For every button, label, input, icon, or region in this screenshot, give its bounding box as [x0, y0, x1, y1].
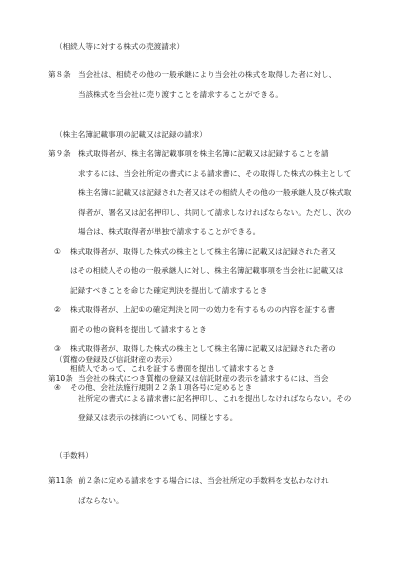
article-8 [48, 65, 382, 104]
article-number: 第11条 [48, 476, 73, 485]
article-number: 第10条 [48, 374, 73, 383]
article-11-paragraph [48, 471, 382, 510]
article-11 [48, 471, 382, 510]
list-item-2 [48, 300, 382, 339]
article-8-paragraph [48, 65, 382, 104]
item-marker: ④ [54, 383, 61, 392]
item-marker: ③ [54, 344, 61, 353]
article-9-paragraph [48, 144, 382, 242]
text-line: 株式取得者が、上記①の確定判決と同一の効力を有するものの内容を証する書 [70, 305, 335, 314]
text-line: その他、会社法施行規則２２条１項各号に定めるとき [70, 383, 253, 392]
section-heading-art11: （手数料） [55, 451, 93, 460]
section-heading-art8: （相続人等に対する株式の売渡請求） [55, 42, 185, 51]
article-number: 第８条 [48, 70, 71, 79]
list-item-1 [48, 242, 382, 301]
text-line: 株主名簿に記載又は記録された者又はその相続人その他の一般承継人及び株式取 [78, 188, 352, 197]
article-number: 第９条 [48, 149, 71, 158]
text-line: 得者が、署名又は記名押印し、共同して請求しなければならない。ただし、次の [78, 207, 352, 217]
text-line: 記録すべきことを命じた確定判決を提出して請求するとき [70, 285, 268, 295]
text-line: 登録又は表示の抹消についても、同様とする。 [78, 413, 238, 422]
text-line: 社所定の書式による請求書に記名押印し、これを提出しなければならない。その [78, 393, 352, 403]
text-line: 求するには、当会社所定の書式による請求書に、その取得した株式の株主として [78, 168, 352, 178]
text-line: ばならない。 [78, 495, 124, 505]
text-line: 当会社は、相続その他の一般承継により当会社の株式を取得した者に対し、 [78, 70, 337, 79]
text-line: 当該株式を当会社に売り渡すことを請求することができる。 [78, 89, 284, 99]
text-line: 面その他の資料を提出して請求するとき [70, 324, 207, 334]
text-line: 株式取得者が、株主名簿記載事項を株主名簿に記載又は記録することを請 [78, 149, 329, 158]
text-line: 株式取得者が、取得した株式の株主として株主名簿に記載又は記録された者又 [70, 246, 336, 256]
item-marker: ② [54, 305, 61, 314]
text-line: 場合は、株式取得者が単独で請求することができる。 [78, 227, 261, 236]
article-10-paragraph [48, 369, 382, 428]
text-line: 前２条に定める請求をする場合には、当会社所定の手数料を支払わなけれ [78, 476, 329, 485]
item-marker: ① [54, 246, 61, 256]
text-line: 当会社の株式につき質権の登録又は信託財産の表示を請求するには、当会 [78, 374, 329, 383]
text-line: 株式取得者が、取得した株式の株主として株主名簿に記載又は記録された者の [70, 344, 336, 353]
section-heading-art9: （株主名簿記載事項の記載又は記録の請求） [55, 130, 207, 139]
text-line: はその相続人その他の一般承継人に対し、株主名簿記載事項を当会社に記載又は [70, 266, 344, 275]
text-line: 相続人であって、これを証する書面を提出して請求するとき [70, 363, 275, 373]
section-heading-art10: （質権の登録及び信託財産の表示） [55, 355, 177, 364]
article-10 [48, 369, 382, 428]
